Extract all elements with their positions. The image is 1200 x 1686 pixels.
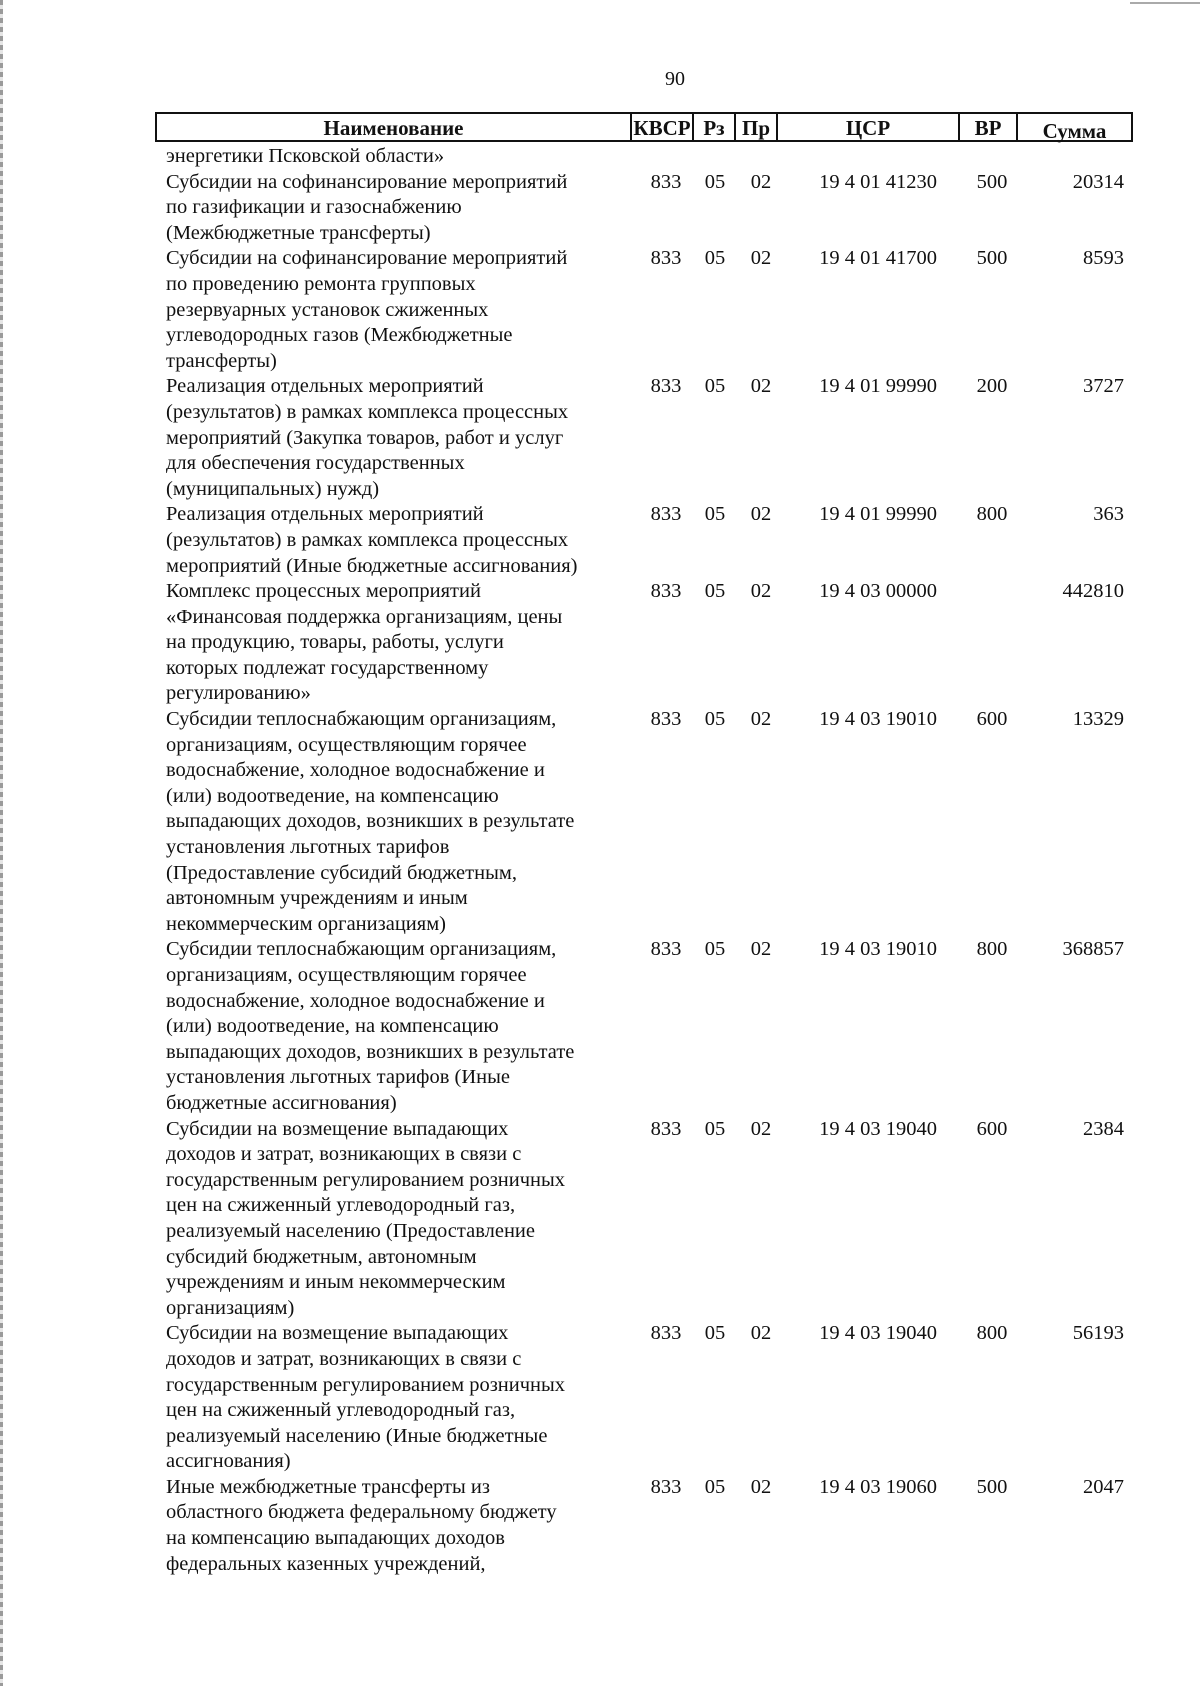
row-sum: 442810 [1062, 580, 1124, 603]
row-rz: 05 [704, 247, 726, 270]
row-csr: 19 4 01 41230 [819, 170, 937, 193]
row-rz: 05 [704, 1475, 726, 1498]
table-body [166, 144, 1126, 1577]
row-sum: 2047 [1083, 1475, 1124, 1498]
row-name: Субсидии теплоснабжающим организациям, организациям, осуществляющим горячее водоснабжение, холодное водоснабжение и (или) водоотведение, на компенсацию выпадающих доходов, возникших в результате установления льготных тарифов (Иные бюджетные ассигнования) [166, 938, 575, 1114]
row-pr: 02 [750, 170, 772, 193]
row-pr: 02 [750, 247, 772, 270]
header-name: Наименование [323, 116, 464, 140]
row-pr: 02 [750, 375, 772, 398]
row-rz: 05 [704, 503, 726, 526]
row-rz: 05 [704, 580, 726, 603]
row-name: Реализация отдельных мероприятий (результатов) в рамках комплекса процессных мероприятий (Закупка товаров, работ и услуг для обеспечения государственных (муниципальных) нужд) [166, 375, 569, 500]
row-pr: 02 [750, 708, 772, 731]
table-row [166, 1321, 1126, 1475]
row-sum: 8593 [1083, 247, 1124, 270]
header-pr: Пр [734, 114, 776, 142]
scan-artifact [1130, 2, 1200, 4]
row-name: Иные межбюджетные трансферты из областного бюджета федеральному бюджету на компенсацию выпадающих доходов федеральных казенных учреждений, [166, 1475, 557, 1575]
row-kvsr: 833 [650, 375, 682, 398]
row-kvsr: 833 [650, 938, 682, 961]
row-vr: 500 [976, 1475, 1008, 1498]
row-csr: 19 4 01 99990 [819, 375, 937, 398]
row-vr: 500 [976, 170, 1008, 193]
header-sum: Сумма [1016, 114, 1131, 142]
row-csr: 19 4 01 99990 [819, 503, 937, 526]
page-number: 90 [665, 68, 685, 90]
row-rz: 05 [704, 938, 726, 961]
row-sum: 363 [1093, 503, 1124, 526]
row-kvsr: 833 [650, 708, 682, 731]
row-csr: 19 4 03 19040 [819, 1322, 937, 1345]
row-kvsr: 833 [650, 503, 682, 526]
table-row [166, 502, 1126, 579]
row-pr: 02 [750, 580, 772, 603]
row-sum: 3727 [1083, 375, 1124, 398]
row-csr: 19 4 03 19040 [819, 1117, 937, 1140]
row-pr: 02 [750, 503, 772, 526]
row-name: Субсидии на софинансирование мероприятий по газификации и газоснабжению (Межбюджетные трансферты) [166, 170, 568, 244]
row-vr: 500 [976, 247, 1008, 270]
row-name: Субсидии на софинансирование мероприятий по проведению ремонта групповых резервуарных установок сжиженных углеводородных газов (Межбюджетные трансферты) [166, 247, 568, 372]
row-rz: 05 [704, 375, 726, 398]
scan-edge [0, 0, 3, 1686]
row-sum: 20314 [1072, 170, 1124, 193]
row-name: Субсидии на возмещение выпадающих доходов и затрат, возникающих в связи с государственным регулированием розничных цен на сжиженный углеводородный газ, реализуемый населению (Предоставление субсидий бюджетным, автономным учреждениям и иным некоммерческим организациям) [166, 1117, 566, 1319]
table-header [155, 112, 1133, 142]
row-rz: 05 [704, 1117, 726, 1140]
row-rz: 05 [704, 170, 726, 193]
row-sum: 368857 [1062, 938, 1124, 961]
header-rz: Рз [692, 114, 734, 142]
row-name: Субсидии на возмещение выпадающих доходов и затрат, возникающих в связи с государственным регулированием розничных цен на сжиженный углеводородный газ, реализуемый населению (Иные бюджетные ассигнования) [166, 1322, 566, 1473]
row-kvsr: 833 [650, 1475, 682, 1498]
table-row [166, 579, 1126, 707]
row-kvsr: 833 [650, 247, 682, 270]
row-name: энергетики Псковской области» [166, 145, 445, 167]
row-csr: 19 4 03 19010 [819, 938, 937, 961]
row-rz: 05 [704, 708, 726, 731]
table-row [166, 707, 1126, 937]
row-kvsr: 833 [650, 580, 682, 603]
row-csr: 19 4 01 41700 [819, 247, 937, 270]
row-name: Субсидии теплоснабжающим организациям, организациям, осуществляющим горячее водоснабжение, холодное водоснабжение и (или) водоотведение, на компенсацию выпадающих доходов, возникших в результате установления льготных тарифов (Предоставление субсидий бюджетным, автономным учреждениям и иным некоммерческим организациям) [166, 708, 575, 935]
row-name: Комплекс процессных мероприятий «Финансовая поддержка организациям, цены на продукцию, товары, работы, услуги которых подлежат государственному регулированию» [166, 580, 563, 705]
row-name: Реализация отдельных мероприятий (результатов) в рамках комплекса процессных мероприятий (Иные бюджетные ассигнования) [166, 503, 578, 577]
row-vr: 200 [976, 375, 1008, 398]
row-sum: 13329 [1072, 708, 1124, 731]
row-csr: 19 4 03 19010 [819, 708, 937, 731]
header-vr: ВР [958, 114, 1016, 142]
table-row [166, 937, 1126, 1116]
table-row [166, 170, 1126, 247]
table-row [166, 1475, 1126, 1577]
table-row [166, 246, 1126, 374]
row-kvsr: 833 [650, 170, 682, 193]
row-vr: 600 [976, 708, 1008, 731]
row-sum: 56193 [1072, 1322, 1124, 1345]
row-csr: 19 4 03 00000 [819, 580, 937, 603]
row-pr: 02 [750, 1322, 772, 1345]
row-csr: 19 4 03 19060 [819, 1475, 937, 1498]
row-sum: 2384 [1083, 1117, 1124, 1140]
row-vr: 600 [976, 1117, 1008, 1140]
row-pr: 02 [750, 1475, 772, 1498]
table-row [166, 1117, 1126, 1322]
row-vr: 800 [976, 1322, 1008, 1345]
row-kvsr: 833 [650, 1117, 682, 1140]
row-vr: 800 [976, 503, 1008, 526]
table-row [166, 144, 1126, 170]
row-vr: 800 [976, 938, 1008, 961]
table-row [166, 374, 1126, 502]
header-kvsr: КВСР [630, 114, 692, 142]
row-kvsr: 833 [650, 1322, 682, 1345]
row-rz: 05 [704, 1322, 726, 1345]
row-pr: 02 [750, 938, 772, 961]
header-csr: ЦСР [776, 114, 958, 142]
row-pr: 02 [750, 1117, 772, 1140]
